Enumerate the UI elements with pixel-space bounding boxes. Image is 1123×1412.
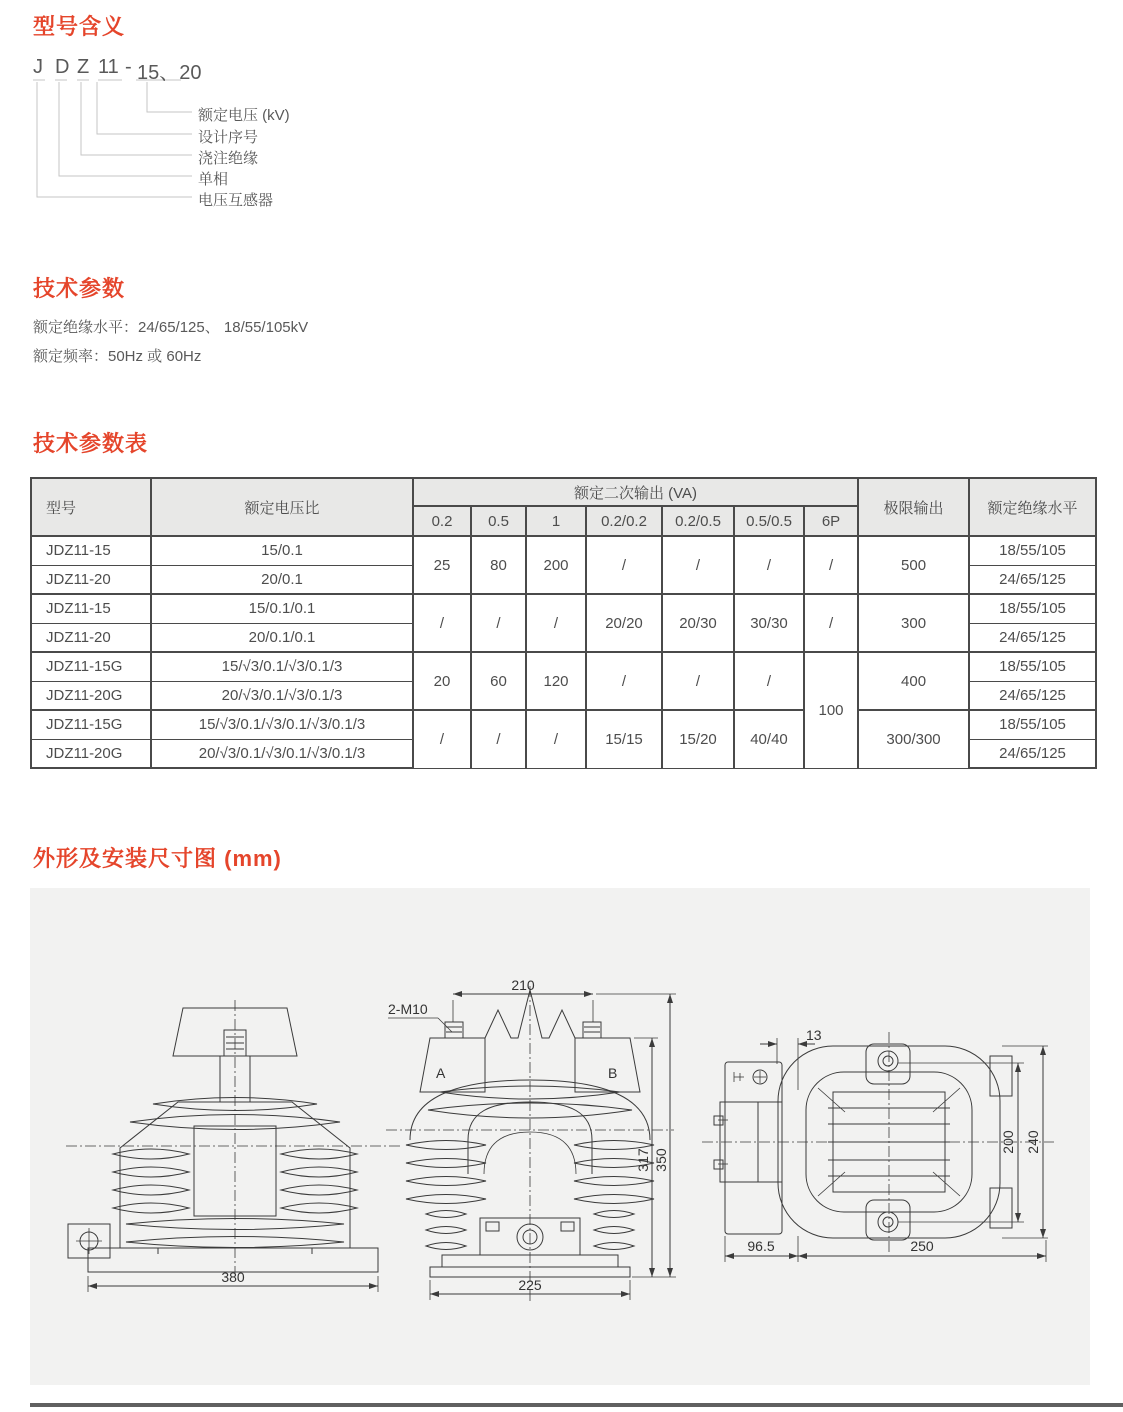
table-subheader: 0.5 xyxy=(471,506,526,536)
cell-va: 40/40 xyxy=(734,710,804,768)
table-subheader: 0.5/0.5 xyxy=(734,506,804,536)
model-label-single-phase: 单相 xyxy=(198,171,229,188)
table-header-limit: 极限输出 xyxy=(858,478,969,536)
terminal-label-b: B xyxy=(608,1065,618,1081)
section-title-tech-params: 技术参数 xyxy=(33,276,126,301)
section-title-spec-table: 技术参数表 xyxy=(33,431,149,456)
cell-va: 20 xyxy=(413,652,471,710)
dim-label-200: 200 xyxy=(1000,1130,1016,1154)
dim-label-210: 210 xyxy=(511,980,535,993)
cell-ratio: 15/√3/0.1/√3/0.1/3 xyxy=(151,652,413,681)
cell-va: / xyxy=(471,594,526,652)
model-label-cast-insulation: 浇注绝缘 xyxy=(198,150,259,167)
footer-divider-bar xyxy=(30,1403,1123,1407)
model-label-rated-voltage: 额定电压 (kV) xyxy=(198,107,290,124)
table-row xyxy=(31,536,1096,565)
side-view-drawing xyxy=(380,980,680,1310)
cell-va: / xyxy=(734,536,804,594)
model-label-voltage-transformer: 电压互感器 xyxy=(198,192,274,209)
cell-va: / xyxy=(734,652,804,710)
bolt-spec-label: 2-M10 xyxy=(388,1001,428,1017)
dim-label-240: 240 xyxy=(1025,1130,1041,1154)
cell-model: JDZ11-20 xyxy=(31,623,151,652)
cell-limit: 300 xyxy=(858,594,969,652)
cell-va-6p: 100 xyxy=(804,652,858,768)
cell-va: / xyxy=(586,652,662,710)
table-header-insulation: 额定绝缘水平 xyxy=(969,478,1096,536)
cell-insulation: 24/65/125 xyxy=(969,623,1096,652)
cell-insulation: 18/55/105 xyxy=(969,536,1096,565)
cell-va: / xyxy=(471,710,526,768)
cell-va: / xyxy=(413,594,471,652)
cell-limit: 300/300 xyxy=(858,710,969,768)
table-subheader: 0.2 xyxy=(413,506,471,536)
cell-ratio: 15/0.1/0.1 xyxy=(151,594,413,623)
cell-model: JDZ11-15G xyxy=(31,652,151,681)
section-title-drawings: 外形及安装尺寸图 (mm) xyxy=(33,846,282,871)
table-subheader: 1 xyxy=(526,506,586,536)
cell-va: / xyxy=(662,652,734,710)
table-header-model: 型号 xyxy=(31,478,151,536)
terminal-label-a: A xyxy=(436,1065,446,1081)
table-row xyxy=(31,710,1096,739)
cell-va: 30/30 xyxy=(734,594,804,652)
cell-va: 60 xyxy=(471,652,526,710)
cell-ratio: 20/0.1/0.1 xyxy=(151,623,413,652)
model-code-part: 15、20 xyxy=(137,62,202,84)
model-meaning-diagram xyxy=(0,0,460,225)
drawings-panel xyxy=(30,888,1090,1385)
cell-limit: 400 xyxy=(858,652,969,710)
cell-va: 25 xyxy=(413,536,471,594)
cell-insulation: 18/55/105 xyxy=(969,652,1096,681)
top-view-drawing xyxy=(698,1030,1063,1280)
cell-va: 200 xyxy=(526,536,586,594)
cell-model: JDZ11-20G xyxy=(31,739,151,768)
table-header-ratio: 额定电压比 xyxy=(151,478,413,536)
model-code-part: Z xyxy=(77,56,90,78)
cell-va: 80 xyxy=(471,536,526,594)
dim-label-96.5: 96.5 xyxy=(747,1238,775,1254)
cell-va: / xyxy=(526,594,586,652)
cell-model: JDZ11-15 xyxy=(31,594,151,623)
table-header-output-group: 额定二次输出 (VA) xyxy=(413,478,858,506)
model-code-part: 11 xyxy=(98,56,119,78)
dim-label-350: 350 xyxy=(653,1148,669,1172)
dim-label-250: 250 xyxy=(910,1238,934,1254)
table-subheader: 0.2/0.2 xyxy=(586,506,662,536)
cell-va: 120 xyxy=(526,652,586,710)
cell-insulation: 24/65/125 xyxy=(969,681,1096,710)
cell-model: JDZ11-15 xyxy=(31,536,151,565)
cell-va: / xyxy=(526,710,586,768)
dim-label-225: 225 xyxy=(518,1277,542,1293)
cell-va: 20/20 xyxy=(586,594,662,652)
cell-limit: 500 xyxy=(858,536,969,594)
table-row xyxy=(31,594,1096,623)
cell-model: JDZ11-20G xyxy=(31,681,151,710)
cell-ratio: 15/√3/0.1/√3/0.1/√3/0.1/3 xyxy=(151,710,413,739)
cell-insulation: 18/55/105 xyxy=(969,710,1096,739)
cell-va: / xyxy=(804,594,858,652)
cell-va: / xyxy=(586,536,662,594)
spec-table xyxy=(30,477,1097,769)
cell-va: 15/20 xyxy=(662,710,734,768)
model-code-part: J xyxy=(33,56,43,78)
tech-params-line: 额定绝缘水平：24/65/125、 18/55/105kV xyxy=(33,319,309,336)
model-code-part: - xyxy=(125,56,132,78)
cell-va: / xyxy=(662,536,734,594)
model-code-part: D xyxy=(55,56,70,78)
tech-params-line: 额定频率：50Hz 或 60Hz xyxy=(33,348,202,365)
model-label-design-serial: 设计序号 xyxy=(198,129,259,146)
dim-label-13: 13 xyxy=(806,1030,822,1043)
cell-va: 20/30 xyxy=(662,594,734,652)
cell-ratio: 20/√3/0.1/√3/0.1/3 xyxy=(151,681,413,710)
cell-insulation: 24/65/125 xyxy=(969,565,1096,594)
dim-label-380: 380 xyxy=(221,1269,245,1285)
cell-model: JDZ11-15G xyxy=(31,710,151,739)
cell-ratio: 15/0.1 xyxy=(151,536,413,565)
table-subheader: 0.2/0.5 xyxy=(662,506,734,536)
front-view-drawing xyxy=(58,996,408,1296)
cell-insulation: 24/65/125 xyxy=(969,739,1096,768)
cell-insulation: 18/55/105 xyxy=(969,594,1096,623)
table-subheader: 6P xyxy=(804,506,858,536)
cell-va: / xyxy=(413,710,471,768)
cell-va: 15/15 xyxy=(586,710,662,768)
cell-ratio: 20/√3/0.1/√3/0.1/√3/0.1/3 xyxy=(151,739,413,768)
dim-label-317: 317 xyxy=(635,1148,651,1172)
section-title-model-meaning: 型号含义 xyxy=(33,14,126,39)
table-row xyxy=(31,652,1096,681)
cell-model: JDZ11-20 xyxy=(31,565,151,594)
cell-va: / xyxy=(804,536,858,594)
cell-ratio: 20/0.1 xyxy=(151,565,413,594)
